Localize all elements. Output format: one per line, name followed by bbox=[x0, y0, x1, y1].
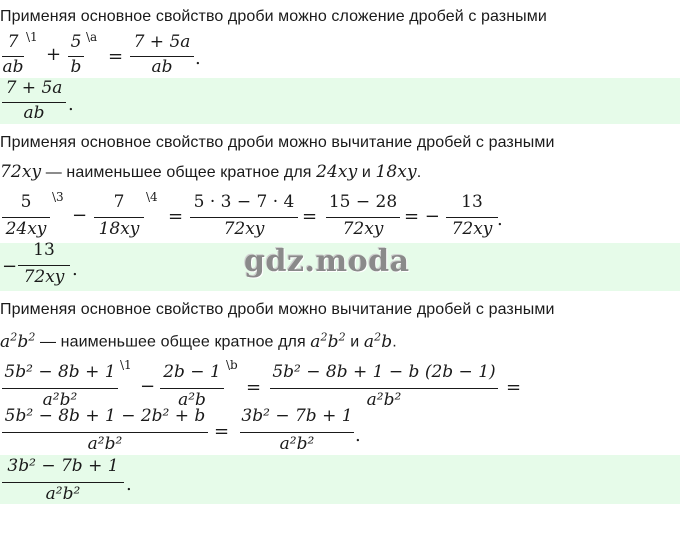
b2-fraction-4 bbox=[326, 192, 400, 242]
b2-f2-num: 7 bbox=[113, 192, 125, 212]
b2-lcm-a: 24xy bbox=[316, 162, 358, 182]
b3-f5-bar bbox=[240, 432, 354, 433]
b3-dot: . bbox=[355, 425, 361, 446]
b3-eq1: = bbox=[246, 377, 262, 398]
b2-fraction-3 bbox=[190, 192, 298, 242]
b3-f5-num: 3b² − 7b + 1 bbox=[241, 406, 353, 426]
b1-fraction-1 bbox=[2, 32, 24, 78]
b3-f4-bar bbox=[2, 432, 208, 433]
b3-f4-den: a²b² bbox=[87, 434, 123, 454]
b3-answer-num: 3b² − 7b + 1 bbox=[7, 456, 119, 476]
b1-f2-den: b bbox=[70, 57, 82, 77]
b3-f2-den: a²b bbox=[178, 390, 206, 410]
b2-f4-den: 72xy bbox=[342, 219, 384, 239]
block2-text: Применяя основное свойство дроби можно вычитание дробей с разными bbox=[0, 134, 555, 151]
b3-lcm-text: — наименьшее общее кратное для bbox=[40, 333, 306, 351]
b1-f2-num: 5 bbox=[70, 32, 82, 52]
b2-f4-num: 15 − 28 bbox=[328, 192, 398, 212]
b3-answer-fraction bbox=[2, 456, 124, 504]
b2-f5-num: 13 bbox=[461, 192, 483, 212]
b2-f5-den: 72xy bbox=[451, 219, 493, 239]
b2-f3-bar bbox=[190, 217, 298, 218]
b3-f3-bar bbox=[270, 388, 498, 389]
b1-dot: . bbox=[195, 48, 201, 69]
b2-fraction-1 bbox=[2, 192, 50, 242]
b3-lcm-a: $a^2b^2$ bbox=[310, 330, 346, 352]
b3-f5-den: a²b² bbox=[279, 434, 315, 454]
b2-f2-den: 18xy bbox=[98, 219, 140, 239]
block3-lcm-line bbox=[0, 330, 397, 352]
b3-minus: − bbox=[140, 376, 156, 397]
block1-text: Применяя основное свойство дроби можно сложение дробей с разными bbox=[0, 8, 547, 25]
b2-fraction-5 bbox=[446, 192, 498, 242]
block3-text: Применяя основное свойство дроби можно вычитание дробей с разными bbox=[0, 301, 555, 318]
b3-fraction-5 bbox=[240, 406, 354, 456]
b3-f4-num: 5b² − 8b + 1 − 2b² + b bbox=[4, 406, 206, 426]
b2-f3-num: 5 · 3 − 7 · 4 bbox=[193, 192, 295, 212]
b2-lcm-expr: 72xy bbox=[0, 162, 42, 182]
b1-plus: + bbox=[46, 44, 62, 65]
b2-eq3: = − bbox=[404, 206, 440, 227]
b2-answer-bar bbox=[18, 265, 70, 266]
b2-dot: . bbox=[497, 209, 503, 230]
watermark-logo: gdz.moda bbox=[244, 244, 410, 279]
b3-f1-mark: \1 bbox=[120, 358, 132, 372]
b1-f2-mark: \a bbox=[86, 30, 98, 44]
b3-f1-num: 5b² − 8b + 1 bbox=[4, 362, 116, 382]
b1-f3-num: 7 + 5a bbox=[133, 32, 191, 52]
b3-lcm-and: и bbox=[350, 333, 360, 351]
b3-f2-bar bbox=[160, 388, 224, 389]
b2-f2-bar bbox=[94, 217, 144, 218]
b2-f3-den: 72xy bbox=[223, 219, 265, 239]
b1-fraction-2 bbox=[68, 32, 84, 78]
b3-f3-den: a²b² bbox=[366, 390, 402, 410]
b2-lcm-text: — наименьшее общее кратное для bbox=[45, 164, 312, 181]
b1-answer-num: 7 + 5a bbox=[5, 78, 63, 98]
b2-answer-fraction bbox=[18, 240, 70, 290]
b2-f2-mark: \4 bbox=[146, 190, 158, 204]
b2-minus: − bbox=[72, 205, 88, 226]
b2-f5-bar bbox=[446, 217, 498, 218]
b2-answer-sign: − bbox=[2, 256, 18, 277]
b3-lcm-expr: $a^2b^2$ bbox=[0, 330, 36, 352]
b2-answer-num: 13 bbox=[33, 240, 55, 260]
b2-lcm-end: . bbox=[416, 164, 422, 181]
b2-f4-bar bbox=[326, 217, 400, 218]
b2-lcm-b: 18xy bbox=[375, 162, 417, 182]
b2-eq1: = bbox=[168, 206, 184, 227]
b2-f1-mark: \3 bbox=[52, 190, 64, 204]
b1-f1-mark: \1 bbox=[26, 30, 38, 44]
b3-f1-bar bbox=[2, 388, 118, 389]
b3-answer-den: a²b² bbox=[45, 484, 81, 504]
b2-f1-den: 24xy bbox=[5, 219, 47, 239]
b2-fraction-2 bbox=[94, 192, 144, 242]
b1-answer-dot: . bbox=[68, 94, 74, 115]
b2-f1-num: 5 bbox=[20, 192, 32, 212]
b1-eq: = bbox=[108, 46, 124, 67]
b2-answer-den: 72xy bbox=[23, 267, 65, 287]
b1-f3-den: ab bbox=[151, 57, 173, 77]
block2-lcm-line bbox=[0, 162, 421, 182]
answer-band-1 bbox=[0, 78, 680, 124]
b3-eq3: = bbox=[214, 421, 230, 442]
b3-f2-mark: \b bbox=[226, 358, 238, 372]
b3-f1-den: a²b² bbox=[42, 390, 78, 410]
b3-f2-num: 2b − 1 bbox=[163, 362, 221, 382]
b3-fraction-4 bbox=[2, 406, 208, 456]
b3-answer-dot: . bbox=[126, 474, 132, 495]
b1-fraction-3 bbox=[130, 32, 194, 78]
b2-eq2: = bbox=[302, 206, 318, 227]
b1-answer-den: ab bbox=[23, 103, 45, 123]
b3-answer-bar bbox=[2, 482, 124, 483]
b3-lcm-end: . bbox=[392, 333, 397, 351]
b1-f1-num: 7 bbox=[7, 32, 19, 52]
b3-f3-num: 5b² − 8b + 1 − b (2b − 1) bbox=[272, 362, 496, 382]
b2-f1-bar bbox=[2, 217, 50, 218]
b3-eq2: = bbox=[506, 377, 522, 398]
b3-lcm-b: $a^2b$ bbox=[363, 330, 393, 352]
b1-f1-den: ab bbox=[2, 57, 24, 77]
b2-lcm-and: и bbox=[361, 164, 371, 181]
b2-answer-dot: . bbox=[72, 259, 78, 280]
b1-answer-fraction bbox=[2, 78, 66, 124]
